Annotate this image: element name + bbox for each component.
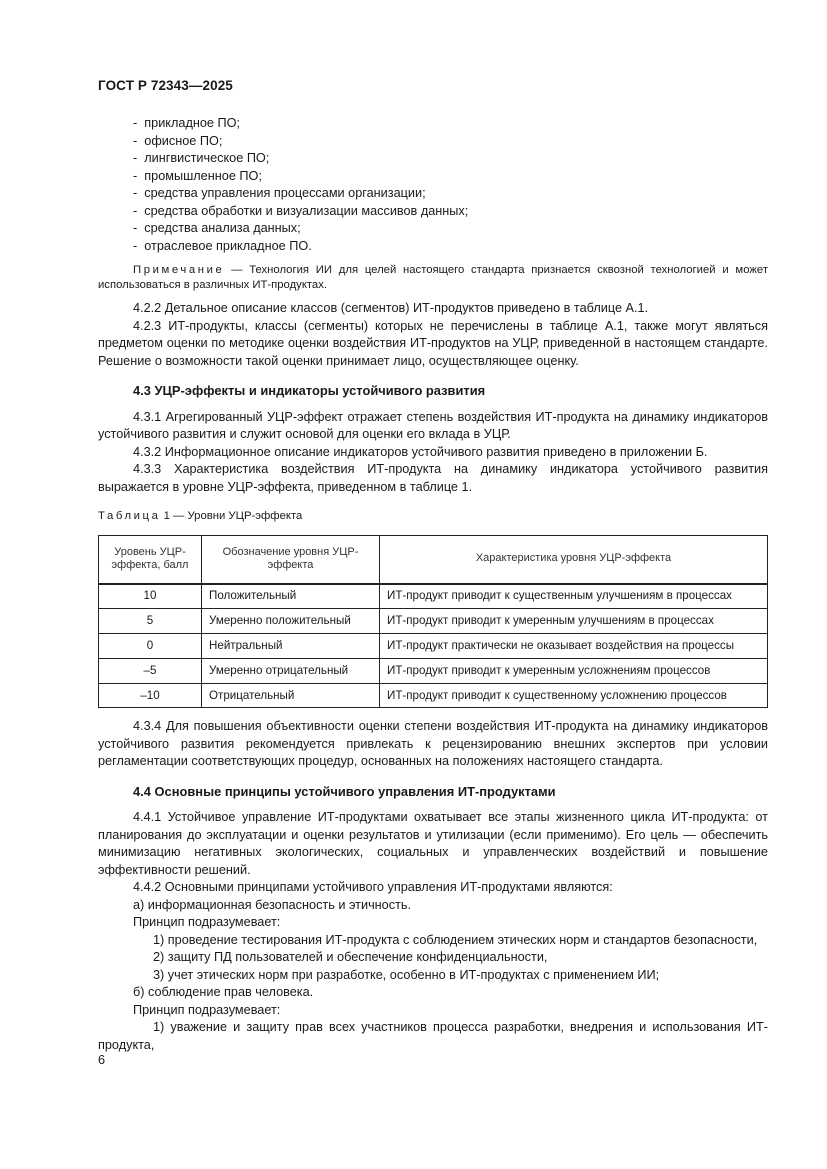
cell-level: 5 [99, 609, 202, 634]
principle-b-item-1: 1) уважение и защиту прав всех участников процесса разработки, внедрения и использования ИТ-продукта, [98, 1020, 768, 1052]
list-item: - лингвистическое ПО; [133, 150, 768, 168]
column-header-designation: Обозначение уровня УЦР-эффекта [202, 535, 380, 584]
cell-level: 10 [99, 584, 202, 609]
table-caption [98, 508, 768, 526]
table-row [99, 584, 768, 609]
list-item: - офисное ПО; [133, 133, 768, 151]
note-text: — Технология ИИ для целей настоящего стандарта признается сквозной технологией и может использоваться в различных ИТ-продуктах. [98, 264, 768, 291]
table-row [99, 634, 768, 659]
cell-characteristic: ИТ-продукт приводит к умеренным улучшениям в процессах [380, 609, 768, 634]
paragraph-4-3-4: 4.3.4 Для повышения объективности оценки степени воздействия ИТ-продукта на динамику индикаторов устойчивого развития рекомендуется привлекать к рецензированию внешних экспертов при условии регламентации соответствующих процедур, основанных на положениях настоящего стандарта. [98, 719, 768, 769]
section-heading-4-4: 4.4 Основные принципы устойчивого управления ИТ-продуктами [133, 783, 556, 799]
cell-designation: Умеренно отрицательный [202, 658, 380, 683]
paragraph-4-3-2: 4.3.2 Информационное описание индикаторов устойчивого развития приведено в приложении Б. [133, 444, 708, 459]
table-header-row [99, 535, 768, 584]
principle-a-item-1: 1) проведение тестирования ИТ-продукта с соблюдением этических норм и стандартов безопасности, [153, 932, 758, 947]
cell-designation: Положительный [202, 584, 380, 609]
paragraph-4-4-1: 4.4.1 Устойчивое управление ИТ-продуктами охватывает все этапы жизненного цикла ИТ-продукта: от планирования до эксплуатации и оценки результатов и утилизации (если применимо). Его цель — обеспечить минимизацию негативных экологических, социальных и управленческих воздействий и повышение эффективности решений. [98, 810, 768, 877]
table-row [99, 658, 768, 683]
cell-characteristic: ИТ-продукт приводит к существенному усложнению процессов [380, 683, 768, 708]
cell-designation: Нейтральный [202, 634, 380, 659]
list-item: - прикладное ПО; [133, 115, 768, 133]
software-class-list [98, 115, 768, 255]
column-header-level: Уровень УЦР-эффекта, балл [99, 535, 202, 584]
list-item: - средства анализа данных; [133, 220, 768, 238]
cell-designation: Отрицательный [202, 683, 380, 708]
paragraph-4-3-3: 4.3.3 Характеристика воздействия ИТ-продукта на динамику индикатора устойчивого развития выражается в уровне УЦР-эффекта, приведенном в таблице 1. [98, 462, 768, 494]
cell-characteristic: ИТ-продукт приводит к существенным улучшениям в процессах [380, 584, 768, 609]
cell-designation: Умеренно положительный [202, 609, 380, 634]
paragraph-4-3-1: 4.3.1 Агрегированный УЦР-эффект отражает степень воздействия ИТ-продукта на динамику индикаторов устойчивого развития и служит основой для оценки его вклада в УЦР. [98, 409, 768, 441]
principle-a: а) информационная безопасность и этичность. [133, 897, 412, 912]
list-item: - средства обработки и визуализации массивов данных; [133, 203, 768, 221]
table-ucr-effect-levels [98, 535, 768, 709]
cell-characteristic: ИТ-продукт приводит к умеренным усложнениям процессов [380, 658, 768, 683]
principle-a-item-2: 2) защиту ПД пользователей и обеспечение конфиденциальности, [153, 950, 548, 965]
paragraph-4-4-2: 4.4.2 Основными принципами устойчивого управления ИТ-продуктами являются: [133, 880, 613, 895]
table-row [99, 683, 768, 708]
list-item: - отраслевое прикладное ПО. [133, 238, 768, 256]
cell-level: –5 [99, 658, 202, 683]
principle-a-intro: Принцип подразумевает: [133, 915, 281, 930]
table-caption-title: 1 — Уровни УЦР-эффекта [160, 510, 303, 522]
principle-b: б) соблюдение прав человека. [133, 985, 314, 1000]
note-label: Примечание [133, 264, 225, 276]
list-item: - средства управления процессами организации; [133, 185, 768, 203]
page-content [98, 115, 768, 1054]
paragraph-4-2-3: 4.2.3 ИТ-продукты, классы (сегменты) которых не перечислены в таблице А.1, также могут являться предметом оценки по методике оценки воздействия ИТ-продуктов на УЦР, приведенной в настоящем стандарте. Решение о возможности такой оценки принимает лицо, осуществляющее оценку. [98, 318, 768, 368]
list-item: - промышленное ПО; [133, 168, 768, 186]
table-row [99, 609, 768, 634]
cell-characteristic: ИТ-продукт практически не оказывает воздействия на процессы [380, 634, 768, 659]
cell-level: –10 [99, 683, 202, 708]
principle-a-item-3: 3) учет этических норм при разработке, особенно в ИТ-продуктах с применением ИИ; [153, 967, 660, 982]
paragraph-4-2-2: 4.2.2 Детальное описание классов (сегментов) ИТ-продуктов приведено в таблице А.1. [133, 301, 649, 315]
principle-b-intro: Принцип подразумевает: [133, 1002, 281, 1017]
page-number: 6 [98, 1053, 106, 1067]
document-header: ГОСТ Р 72343—2025 [98, 78, 233, 93]
note-paragraph [98, 263, 768, 293]
cell-level: 0 [99, 634, 202, 659]
table-caption-label: Таблица [98, 510, 161, 522]
section-heading-4-3: 4.3 УЦР-эффекты и индикаторы устойчивого развития [133, 383, 486, 398]
column-header-characteristic: Характеристика уровня УЦР-эффекта [380, 535, 768, 584]
